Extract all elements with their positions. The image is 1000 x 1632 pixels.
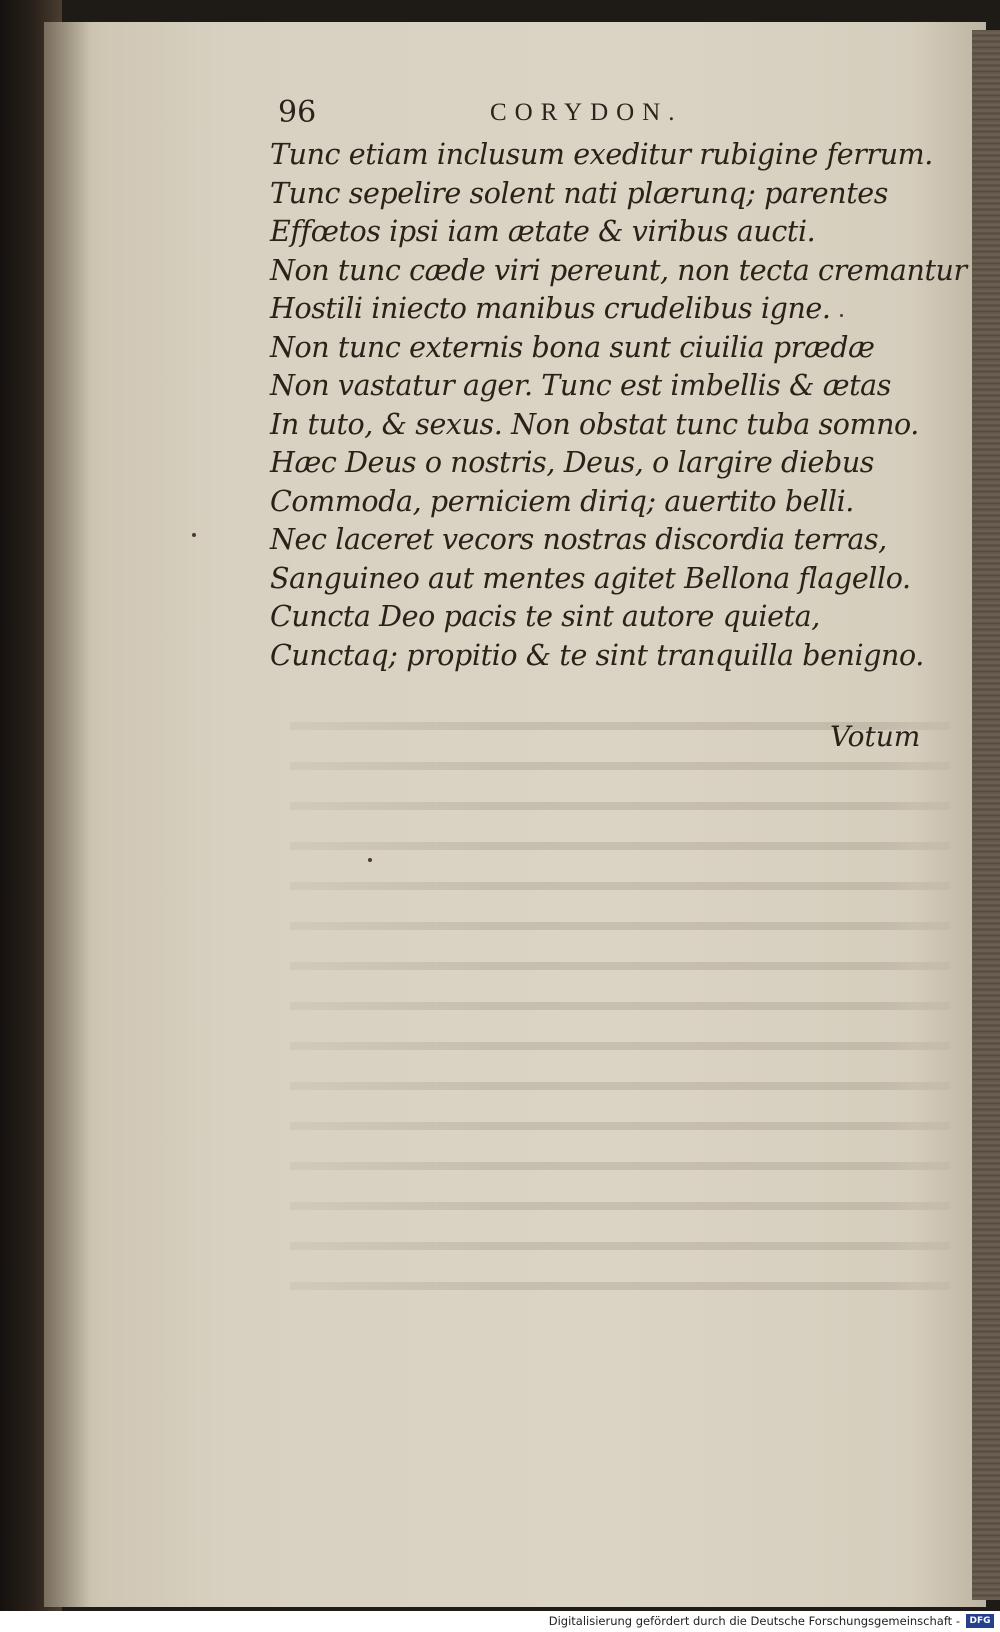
funding-credit: Digitalisierung gefördert durch die Deutsche Forschungsgemeinschaft - — [548, 1614, 960, 1628]
verse-line: Sanguineo aut mentes agitet Bellona flagello. — [270, 561, 911, 595]
dfg-logo-icon: DFG — [966, 1614, 994, 1628]
running-title: CORYDON. — [490, 99, 683, 126]
verse-line: Non tunc externis bona sunt ciuilia prædæ — [270, 330, 875, 364]
verse-line: Hostili iniecto manibus crudelibus igne. — [270, 292, 831, 325]
ink-speck — [192, 533, 196, 537]
verse-line: Cunctaq; propitio & te sint tranquilla benigno. — [270, 638, 924, 672]
verse-line: Tunc etiam inclusum exeditur rubigine ferrum. — [270, 138, 933, 171]
verse-block — [270, 136, 967, 675]
verse-line: Non vastatur ager. Tunc est imbellis & ætas — [270, 369, 891, 402]
verse-line: In tuto, & sexus. Non obstat tunc tuba somno. — [270, 407, 919, 441]
verse-line: Hæc Deus o nostris, Deus, o largire diebus — [270, 446, 875, 479]
gutter-shadow — [44, 22, 90, 1607]
ink-speck — [368, 858, 372, 862]
page-header — [278, 95, 898, 135]
verse-line: Non tunc cæde viri pereunt, non tecta cremantur — [270, 253, 967, 287]
ink-speck — [840, 314, 843, 317]
catchword: Votum — [830, 720, 921, 753]
verse-line: Cuncta Deo pacis te sint autore quieta, — [270, 600, 820, 633]
page-fore-edge — [972, 30, 1000, 1600]
verse-line: Effœtos ipsi iam ætate & viribus aucti. — [270, 215, 816, 248]
verse-line: Tunc sepelire solent nati plærunq; parentes — [270, 176, 888, 210]
bleed-through-text — [290, 700, 950, 1320]
verse-line: Nec laceret vecors nostras discordia terras, — [270, 523, 887, 556]
verse-line: Commoda, perniciem diriq; auertito belli. — [270, 484, 854, 518]
page-number: 96 — [278, 95, 317, 130]
